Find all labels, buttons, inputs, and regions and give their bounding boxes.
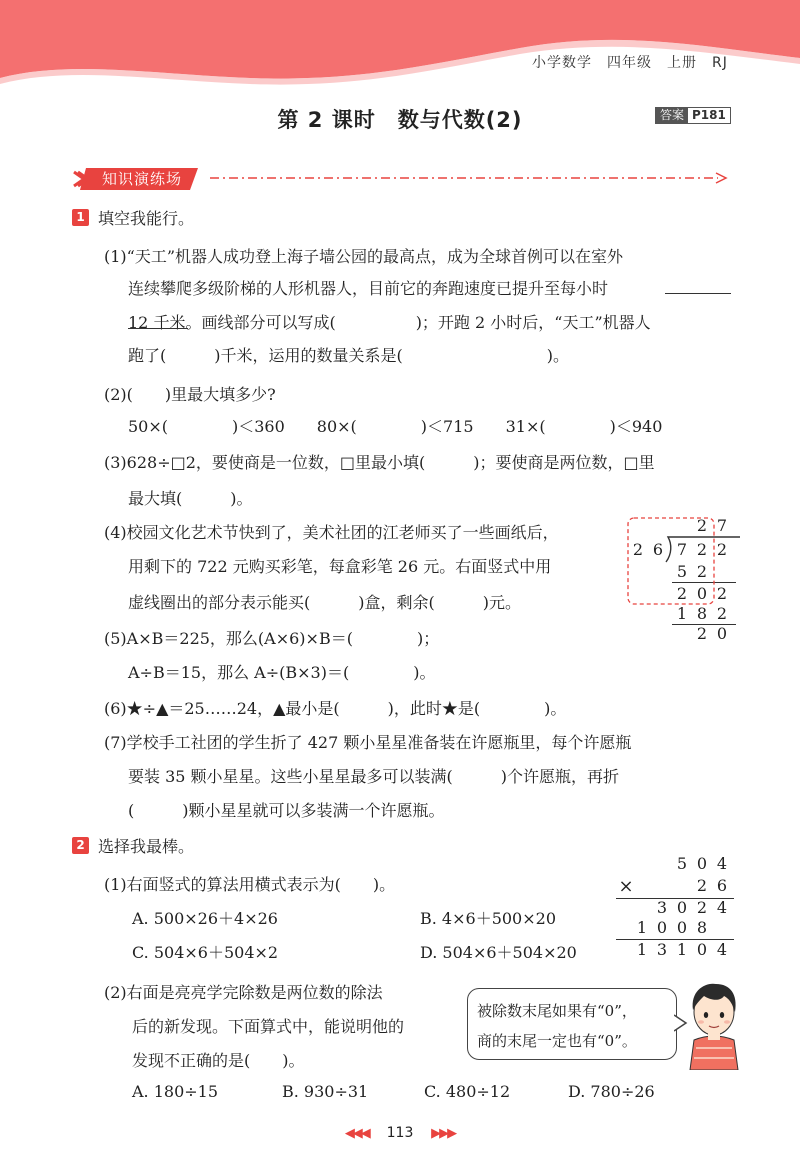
multiplicand-digit: 0: [696, 854, 708, 873]
arrows-right-icon: ▶▶▶: [431, 1126, 456, 1141]
partial-digit: 1: [636, 918, 648, 937]
multiplicand-digit: 5: [676, 854, 688, 873]
step-digit: 2: [676, 584, 688, 603]
series-label: 小学数学 四年级 上册 RJ: [532, 55, 728, 71]
step-digit: 5: [676, 562, 688, 581]
dashed-highlight: [626, 516, 718, 608]
option-b: B. 4×6＋500×20: [420, 909, 557, 928]
vertical-multiplication: [612, 854, 738, 964]
q1-line-16: 要装 35 颗小星星。这些小星星最多可以装满( )个许愿瓶，再折: [128, 767, 620, 786]
underline-mark: [665, 293, 731, 294]
multiplier-digit: 6: [716, 876, 728, 895]
q1-line-9: (4)校园文化艺术节快到了，美术社团的江老师买了一些画纸后，: [104, 523, 559, 542]
bubble-text-line-1: 被除数末尾如果有“0”，: [477, 1002, 637, 1020]
option-d: D. 504×6＋504×20: [420, 943, 577, 962]
step-digit: 2: [696, 562, 708, 581]
remainder-digit: 2: [696, 624, 708, 643]
partial-digit: 2: [696, 898, 708, 917]
partial-digit: 3: [656, 898, 668, 917]
question-1-number: 1: [72, 209, 89, 226]
dividend-digit: 2: [716, 540, 728, 559]
q1-line-5: (2)( )里最大填多少?: [104, 385, 276, 404]
q1-line-7: (3)628÷□2，要使商是一位数，□里最小填( )；要使商是两位数，□里: [104, 453, 655, 472]
partial-digit: 0: [676, 898, 688, 917]
q1-line-11: 虚线圈出的部分表示能买( )盒，剩余( )元。: [128, 593, 521, 612]
page-footer: [0, 1125, 800, 1141]
q1-line-8: 最大填( )。: [128, 489, 253, 508]
q1-line-2: 连续攀爬多级阶梯的人形机器人，目前它的奔跑速度已提升至每小时: [128, 279, 609, 298]
partial-digit: 0: [676, 918, 688, 937]
question-1-title: 填空我能行。: [98, 209, 195, 228]
header-banner: [0, 0, 800, 90]
step-digit: 1: [676, 604, 688, 623]
partial-digit: 4: [716, 898, 728, 917]
q2-2-stem-line-1: (2)右面是亮亮学完除数是两位数的除法: [104, 983, 383, 1002]
step-digit: 8: [696, 604, 708, 623]
page-number: 113: [386, 1125, 414, 1141]
q1-line-17: ( )颗小星星就可以多装满一个许愿瓶。: [128, 801, 445, 820]
dividend-digit: 2: [696, 540, 708, 559]
step-digit: 2: [716, 584, 728, 603]
q2-2-stem-line-2: 后的新发现。下面算式中，能说明他的: [132, 1017, 405, 1036]
answer-page: P181: [692, 108, 726, 122]
bubble-text-line-2: 商的末尾一定也有“0”。: [477, 1032, 637, 1050]
product-digit: 0: [696, 940, 708, 959]
q1-line-15: (7)学校手工社团的学生折了 427 颗小星星准备装在许愿瓶里，每个许愿瓶: [104, 733, 632, 752]
divisor-digit: 2: [632, 540, 644, 559]
q1-line-12: (5)A×B＝225，那么(A×6)×B＝( )；: [104, 629, 440, 648]
multiplier-digit: 2: [696, 876, 708, 895]
multiply-sign: ×: [618, 876, 634, 897]
section-label: 知识演练场: [102, 170, 183, 188]
question-2-title: 选择我最棒。: [98, 837, 195, 856]
q1-line-4: 跑了( )千米，运用的数量关系是( )。: [128, 346, 569, 365]
partial-digit: 8: [696, 918, 708, 937]
q2-2-stem-line-3: 发现不正确的是( )。: [132, 1051, 305, 1070]
option-b: B. 930÷31: [282, 1082, 369, 1101]
q1-line-3: 12 千米。画线部分可以写成( )；开跑 2 小时后，“天工”机器人: [128, 313, 651, 332]
multiplicand-digit: 4: [716, 854, 728, 873]
option-d: D. 780÷26: [568, 1082, 655, 1101]
dividend-digit: 7: [676, 540, 688, 559]
arrows-left-icon: ◀◀◀: [344, 1126, 369, 1141]
long-division: [620, 512, 740, 652]
option-a: A. 180÷15: [132, 1082, 219, 1101]
product-digit: 1: [636, 940, 648, 959]
answer-reference: [655, 107, 731, 124]
section-divider: [210, 172, 730, 184]
q1-line-6: 50×( )＜360 80×( )＜715 31×( )＜940: [128, 417, 663, 436]
lesson-title: 第 2 课时 数与代数(2): [277, 108, 523, 132]
partial-digit: 0: [656, 918, 668, 937]
option-a: A. 500×26＋4×26: [132, 909, 278, 928]
option-c: C. 504×6＋504×2: [132, 943, 279, 962]
q1-line-10: 用剩下的 722 元购买彩笔，每盒彩笔 26 元。右面竖式中用: [128, 557, 552, 576]
boy-character: [684, 978, 744, 1070]
q1-line-1: (1)“天工”机器人成功登上海子墙公园的最高点，成为全球首例可以在室外: [104, 247, 624, 266]
product-digit: 3: [656, 940, 668, 959]
quotient-digit: 2: [696, 516, 708, 535]
remainder-digit: 0: [716, 624, 728, 643]
quotient-digit: 7: [716, 516, 728, 535]
question-2-number: 2: [72, 837, 89, 854]
q2-1-stem: (1)右面竖式的算法用横式表示为( )。: [104, 875, 396, 894]
answer-tag: 答案: [656, 108, 688, 123]
step-digit: 0: [696, 584, 708, 603]
underline-mark: [128, 328, 188, 329]
step-digit: 2: [716, 604, 728, 623]
product-digit: 4: [716, 940, 728, 959]
q1-line-14: (6)★÷▲＝25……24，▲最小是( )，此时★是( )。: [104, 699, 567, 718]
divisor-digit: 6: [652, 540, 664, 559]
q1-line-13: A÷B＝15，那么 A÷(B×3)＝( )。: [128, 663, 436, 682]
product-digit: 1: [676, 940, 688, 959]
option-c: C. 480÷12: [424, 1082, 511, 1101]
